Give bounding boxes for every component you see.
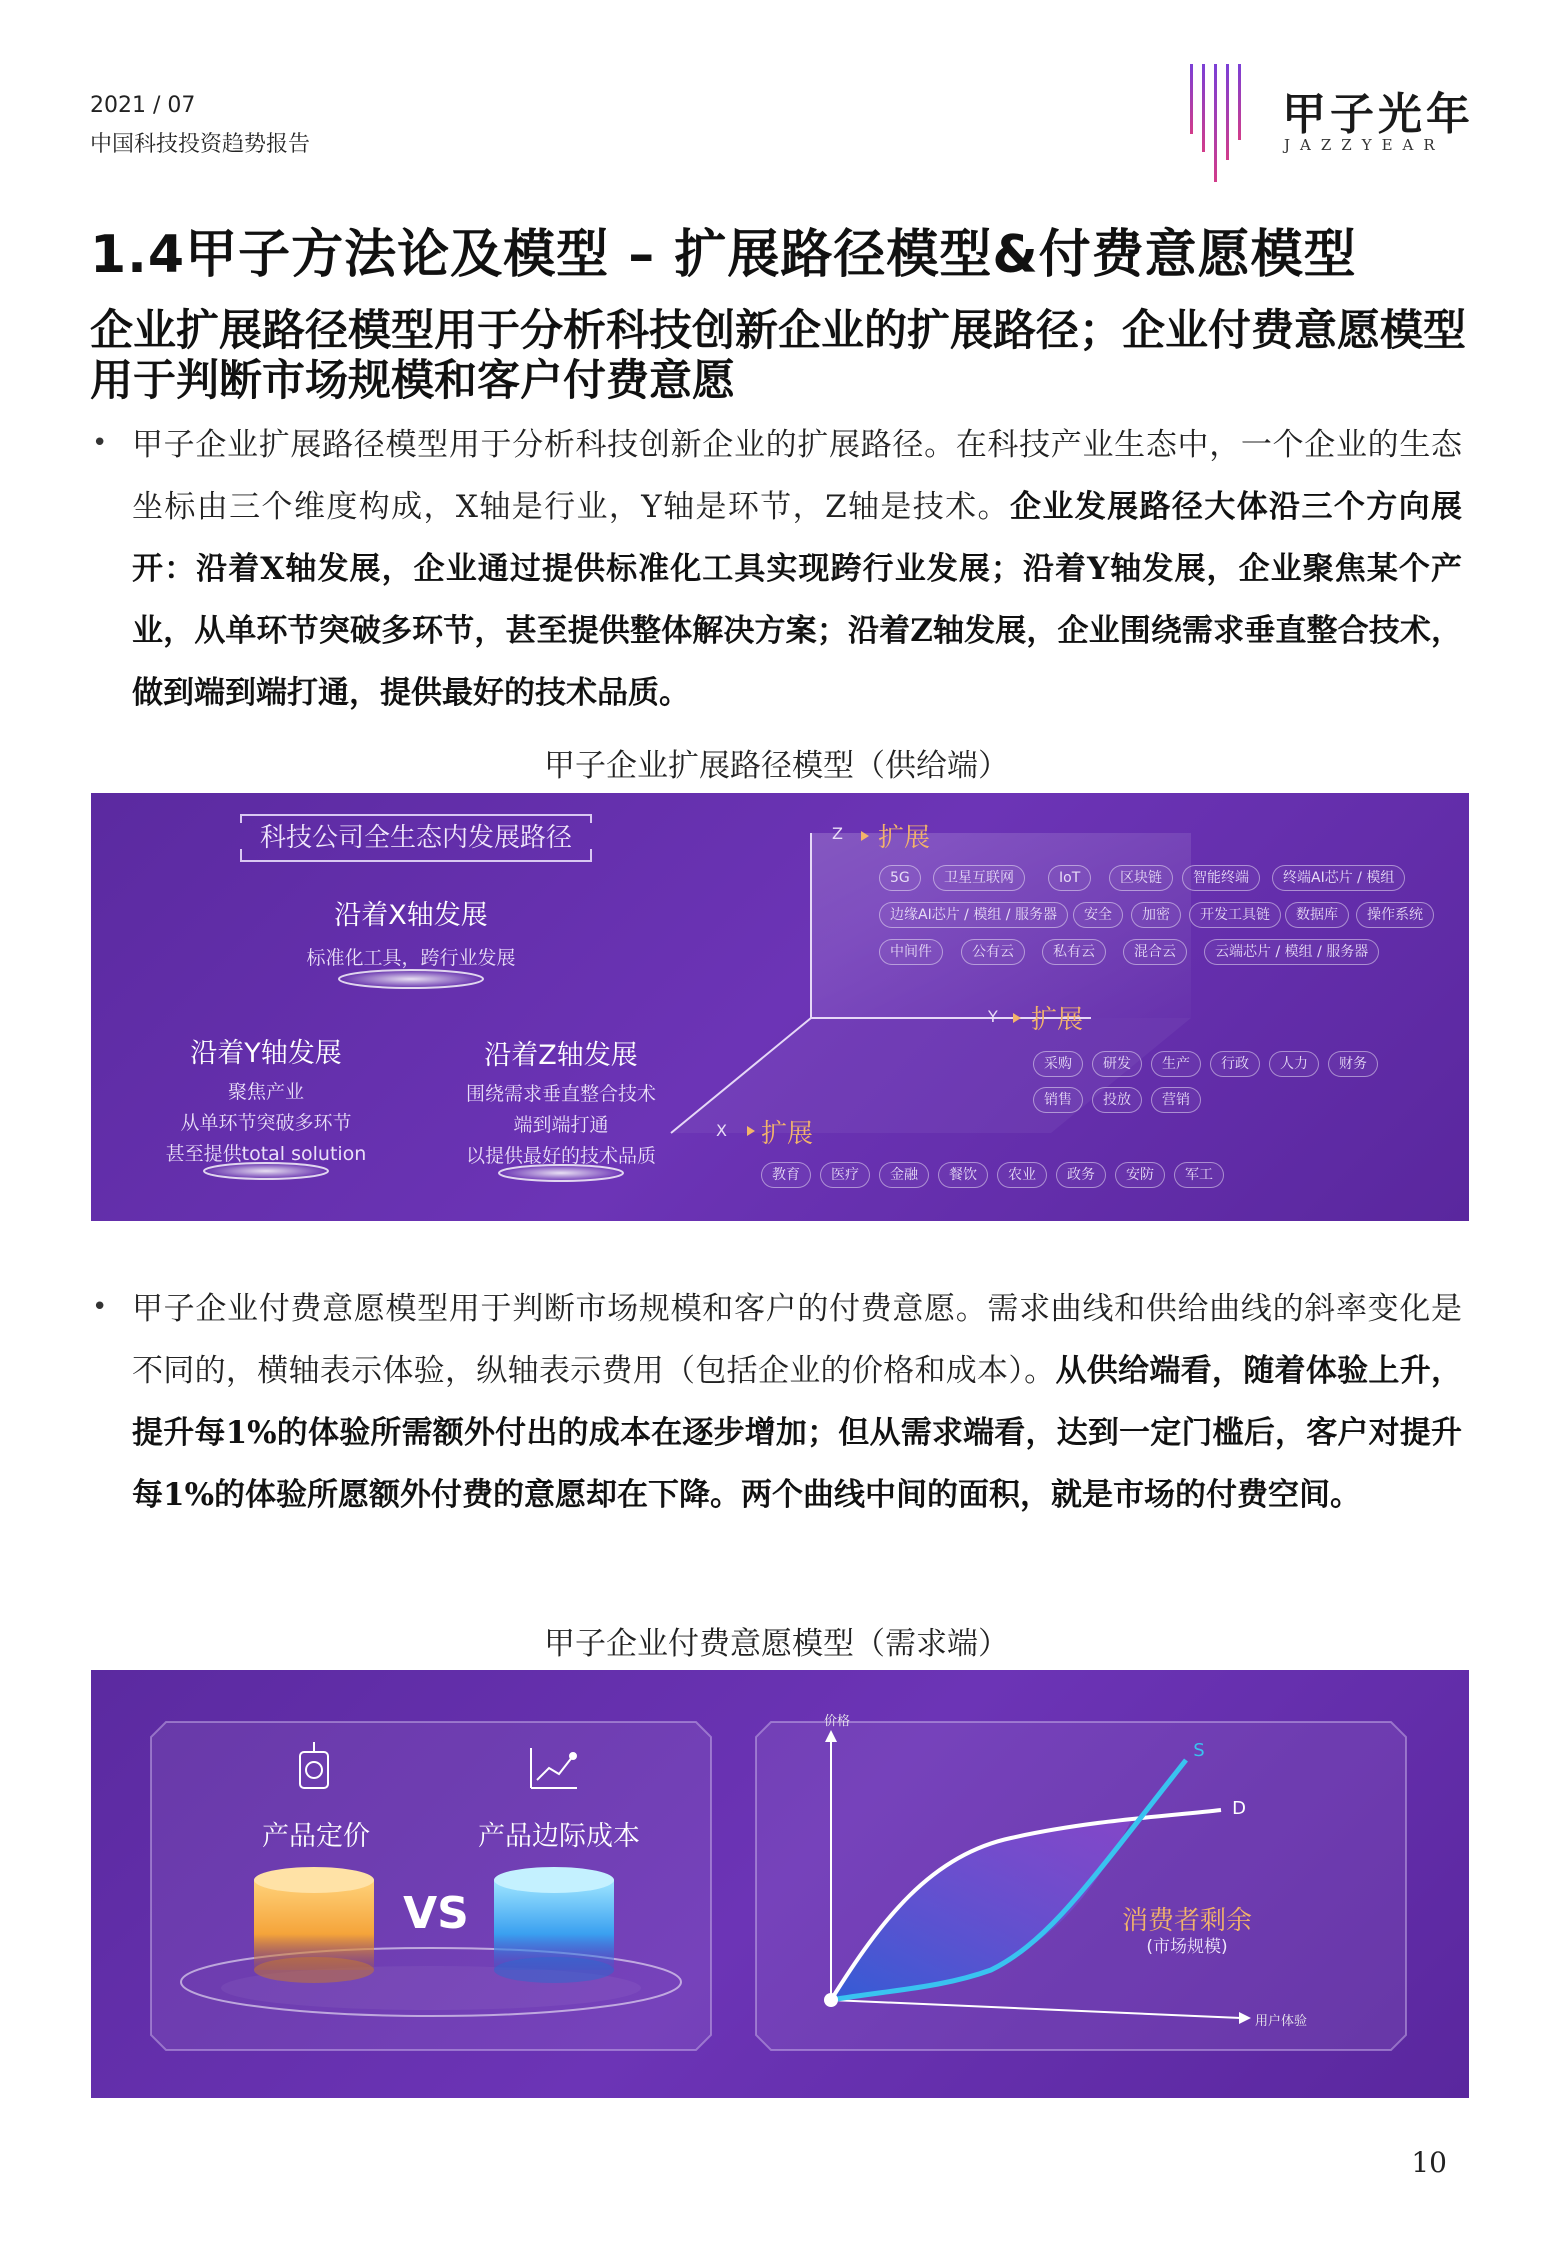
z-tag: 开发工具链 <box>1189 902 1281 928</box>
y-path-line: 聚焦产业 <box>227 1081 304 1103</box>
report-name: 中国科技投资趋势报告 <box>90 132 311 157</box>
product-price-label: 产品定价 <box>262 1821 370 1852</box>
z-tag: 智能终端 <box>1182 865 1260 891</box>
bullet-dot-icon: • <box>92 428 108 458</box>
page-number: 10 <box>1411 2146 1447 2179</box>
z-tag: 中间件 <box>879 939 943 965</box>
z-tag: 边缘AI芯片 / 模组 / 服务器 <box>879 902 1068 928</box>
page-subtitle: 企业扩展路径模型用于分析科技创新企业的扩展路径；企业付费意愿模型用于判断市场规模和客户付费意愿 <box>90 306 1466 406</box>
z-path-title: 沿着Z轴发展 <box>484 1040 638 1071</box>
z-tag: IoT <box>1048 865 1091 891</box>
figure2-caption: 甲子企业付费意愿模型（需求端） <box>544 1626 1009 1662</box>
x-tag: 农业 <box>997 1162 1047 1188</box>
price-axis-label: 价格 <box>823 1714 850 1729</box>
z-tag: 卫星互联网 <box>933 865 1025 891</box>
z-axis-label: 扩展 <box>878 823 931 853</box>
logo-text-en: JAZZYEAR <box>1284 136 1445 154</box>
report-date: 2021 / 07 <box>90 93 196 118</box>
supply-curve-label: S <box>1193 1740 1205 1761</box>
y-tag: 投放 <box>1092 1087 1142 1113</box>
y-axis-letter: Y <box>988 1007 998 1026</box>
y-path-line: 甚至提供total solution <box>165 1143 367 1165</box>
x-tag: 金融 <box>879 1162 929 1188</box>
z-tag: 区块链 <box>1109 865 1173 891</box>
x-tag: 教育 <box>761 1162 811 1188</box>
paragraph-expansion-model <box>132 414 1462 724</box>
x-tag: 政务 <box>1056 1162 1106 1188</box>
vs-label: VS <box>403 1888 469 1939</box>
z-path-desc <box>441 1079 681 1172</box>
y-tag: 人力 <box>1269 1051 1319 1077</box>
x-tag: 餐饮 <box>938 1162 988 1188</box>
y-tag: 采购 <box>1033 1051 1083 1077</box>
y-path-line: 从单环节突破多环节 <box>180 1112 352 1134</box>
x-axis-label: 扩展 <box>761 1119 814 1149</box>
x-tag: 军工 <box>1174 1162 1224 1188</box>
z-tag: 公有云 <box>961 939 1025 965</box>
paragraph-normal-text: 甲子企业扩展路径模型用于分析科技创新企业的扩展路径。在科技产业生态中，一个企业的生态坐标由三个维度构成，X轴是行业，Y轴是环节，Z轴是技术。 <box>132 427 1462 525</box>
figure2-graphics <box>91 1670 1469 2098</box>
y-tag: 生产 <box>1151 1051 1201 1077</box>
figure1-box-title: 科技公司全生态内发展路径 <box>259 823 572 853</box>
marginal-cost-label: 产品边际成本 <box>478 1821 640 1852</box>
consumer-surplus-label: 消费者剩余 <box>1121 1906 1252 1936</box>
paragraph-bold-text: 从供给端看，随着体验上升，提升每1%的体验所需额外付出的成本在逐步增加；但从需求端看，达到一定门槛后，客户对提升每1%的体验所愿额外付费的意愿却在下降。两个曲线中间的面积，就是市场的付费空间。 <box>132 1353 1463 1513</box>
bullet-dot-icon: • <box>92 1292 108 1322</box>
z-path-line: 端到端打通 <box>513 1114 609 1136</box>
demand-curve-label: D <box>1232 1798 1246 1819</box>
z-tag: 私有云 <box>1042 939 1106 965</box>
z-tag: 加密 <box>1131 902 1181 928</box>
y-axis-label: 扩展 <box>1031 1005 1084 1035</box>
figure1-caption: 甲子企业扩展路径模型（供给端） <box>544 748 1009 784</box>
expansion-path-figure <box>91 793 1469 1221</box>
z-axis-letter: Z <box>832 824 843 843</box>
z-path-line: 围绕需求垂直整合技术 <box>465 1083 656 1105</box>
z-tag: 5G <box>879 865 921 891</box>
x-path-title: 沿着X轴发展 <box>334 900 488 931</box>
logo-text-cn: 甲子光年 <box>1282 89 1474 140</box>
y-tag: 行政 <box>1210 1051 1260 1077</box>
jazzyear-logo <box>1180 62 1480 182</box>
paragraph-willingness-model <box>132 1278 1462 1526</box>
z-tag: 终端AI芯片 / 模组 <box>1272 865 1405 891</box>
z-tag: 安全 <box>1073 902 1123 928</box>
z-path-line: 以提供最好的技术品质 <box>465 1145 656 1167</box>
paragraph-bold-text: 企业发展路径大体沿三个方向展开：沿着X轴发展，企业通过提供标准化工具实现跨行业发展；沿着Y轴发展，企业聚焦某个产业，从单环节突破多环节，甚至提供整体解决方案；沿着Z轴发展，企业围绕需求垂直整合技术，做到端到端打通，提供最好的技术品质。 <box>132 489 1463 711</box>
y-tag: 销售 <box>1033 1087 1083 1113</box>
z-tag: 操作系统 <box>1356 902 1434 928</box>
y-tag: 研发 <box>1092 1051 1142 1077</box>
market-size-label: (市场规模) <box>1146 1937 1228 1957</box>
page-title: 1.4甲子方法论及模型 – 扩展路径模型&付费意愿模型 <box>90 225 1357 285</box>
willingness-to-pay-figure <box>91 1670 1469 2098</box>
y-path-title: 沿着Y轴发展 <box>190 1038 342 1069</box>
z-tag: 云端芯片 / 模组 / 服务器 <box>1204 939 1379 965</box>
y-path-desc <box>151 1077 381 1170</box>
x-tag: 安防 <box>1115 1162 1165 1188</box>
x-path-desc: 标准化工具，跨行业发展 <box>306 947 516 969</box>
z-tag: 混合云 <box>1123 939 1187 965</box>
experience-axis-label: 用户体验 <box>1254 2014 1307 2029</box>
logo-bars-icon <box>1180 62 1260 182</box>
x-tag: 医疗 <box>820 1162 870 1188</box>
y-tag: 营销 <box>1151 1087 1201 1113</box>
paragraph-normal-text: 甲子企业付费意愿模型用于判断市场规模和客户的付费意愿。需求曲线和供给曲线的斜率变化是不同的，横轴表示体验，纵轴表示费用（包括企业的价格和成本）。 <box>132 1291 1462 1389</box>
y-tag: 财务 <box>1328 1051 1378 1077</box>
x-axis-letter: X <box>716 1121 727 1140</box>
z-tag: 数据库 <box>1285 902 1349 928</box>
